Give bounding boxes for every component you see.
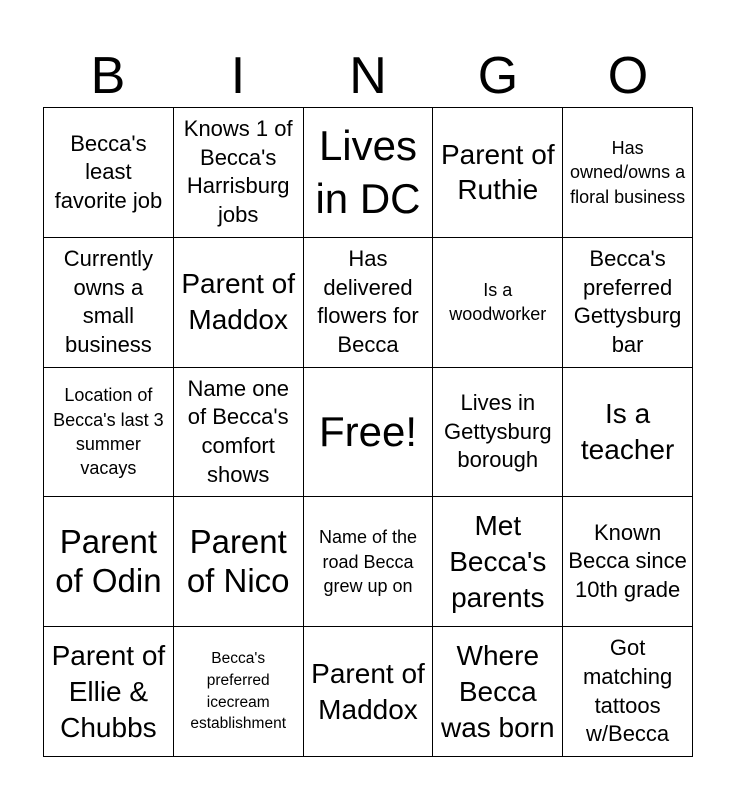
cell-text: Has delivered flowers for Becca [317, 246, 419, 357]
cell-text: Is a woodworker [449, 279, 547, 325]
bingo-cell[interactable] [44, 238, 174, 368]
cell-text: Becca's preferred icecream establishment [190, 650, 287, 733]
bingo-cell[interactable] [44, 108, 174, 238]
bingo-cell[interactable] [174, 238, 304, 368]
cell-text: Lives in Gettysburg borough [443, 390, 552, 473]
header-letter-i: I [230, 47, 246, 105]
cell-text: Is a teacher [580, 398, 675, 465]
bingo-cell[interactable] [304, 238, 434, 368]
bingo-cell[interactable] [304, 497, 434, 627]
bingo-grid [43, 107, 693, 757]
bingo-cell[interactable] [433, 368, 563, 498]
bingo-cell[interactable] [174, 368, 304, 498]
header-letter-n: N [349, 47, 387, 105]
header-letter-o: O [607, 47, 649, 105]
cell-text: Where Becca was born [440, 639, 555, 743]
cell-text: Parent of Maddox [311, 657, 425, 725]
cell-text: Lives in DC [315, 121, 421, 223]
bingo-cell[interactable] [563, 497, 693, 627]
cell-text: Free! [318, 408, 417, 456]
cell-text: Currently owns a small business [63, 246, 154, 357]
cell-text: Got matching tattoos w/Becca [582, 635, 673, 747]
bingo-cell[interactable] [563, 627, 693, 757]
bingo-cell[interactable] [304, 627, 434, 757]
cell-text: Name of the road Becca grew up on [318, 527, 418, 596]
bingo-cell[interactable] [174, 627, 304, 757]
bingo-header [43, 48, 693, 104]
cell-text: Parent of Ruthie [440, 138, 555, 206]
cell-text: Becca's preferred Gettysburg bar [573, 246, 682, 357]
cell-text: Name one of Becca's comfort shows [187, 375, 289, 487]
bingo-cell-free[interactable] [304, 368, 434, 498]
bingo-cell[interactable] [433, 627, 563, 757]
bingo-cell[interactable] [44, 497, 174, 627]
header-letter-b: B [90, 47, 126, 105]
bingo-cell[interactable] [304, 108, 434, 238]
bingo-cell[interactable] [563, 108, 693, 238]
bingo-cell[interactable] [563, 368, 693, 498]
bingo-cell[interactable] [433, 108, 563, 238]
cell-text: Known Becca since 10th grade [568, 519, 687, 603]
bingo-cell[interactable] [44, 627, 174, 757]
bingo-cell[interactable] [174, 108, 304, 238]
cell-text: Parent of Ellie & Chubbs [51, 639, 166, 743]
cell-text: Parent of Maddox [181, 268, 296, 336]
cell-text: Has owned/owns a floral business [570, 137, 686, 207]
bingo-cell[interactable] [433, 238, 563, 368]
cell-text: Location of Becca's last 3 summer vacays [53, 385, 164, 479]
bingo-cell[interactable] [174, 497, 304, 627]
cell-text: Met Becca's parents [449, 510, 547, 613]
cell-text: Knows 1 of Becca's Harrisburg jobs [183, 116, 293, 227]
bingo-cell[interactable] [563, 238, 693, 368]
cell-text: Becca's least favorite job [54, 130, 163, 213]
bingo-cell[interactable] [44, 368, 174, 498]
bingo-cell[interactable] [433, 497, 563, 627]
cell-text: Parent of Nico [186, 522, 290, 599]
header-letter-g: G [477, 47, 519, 105]
cell-text: Parent of Odin [55, 522, 162, 599]
